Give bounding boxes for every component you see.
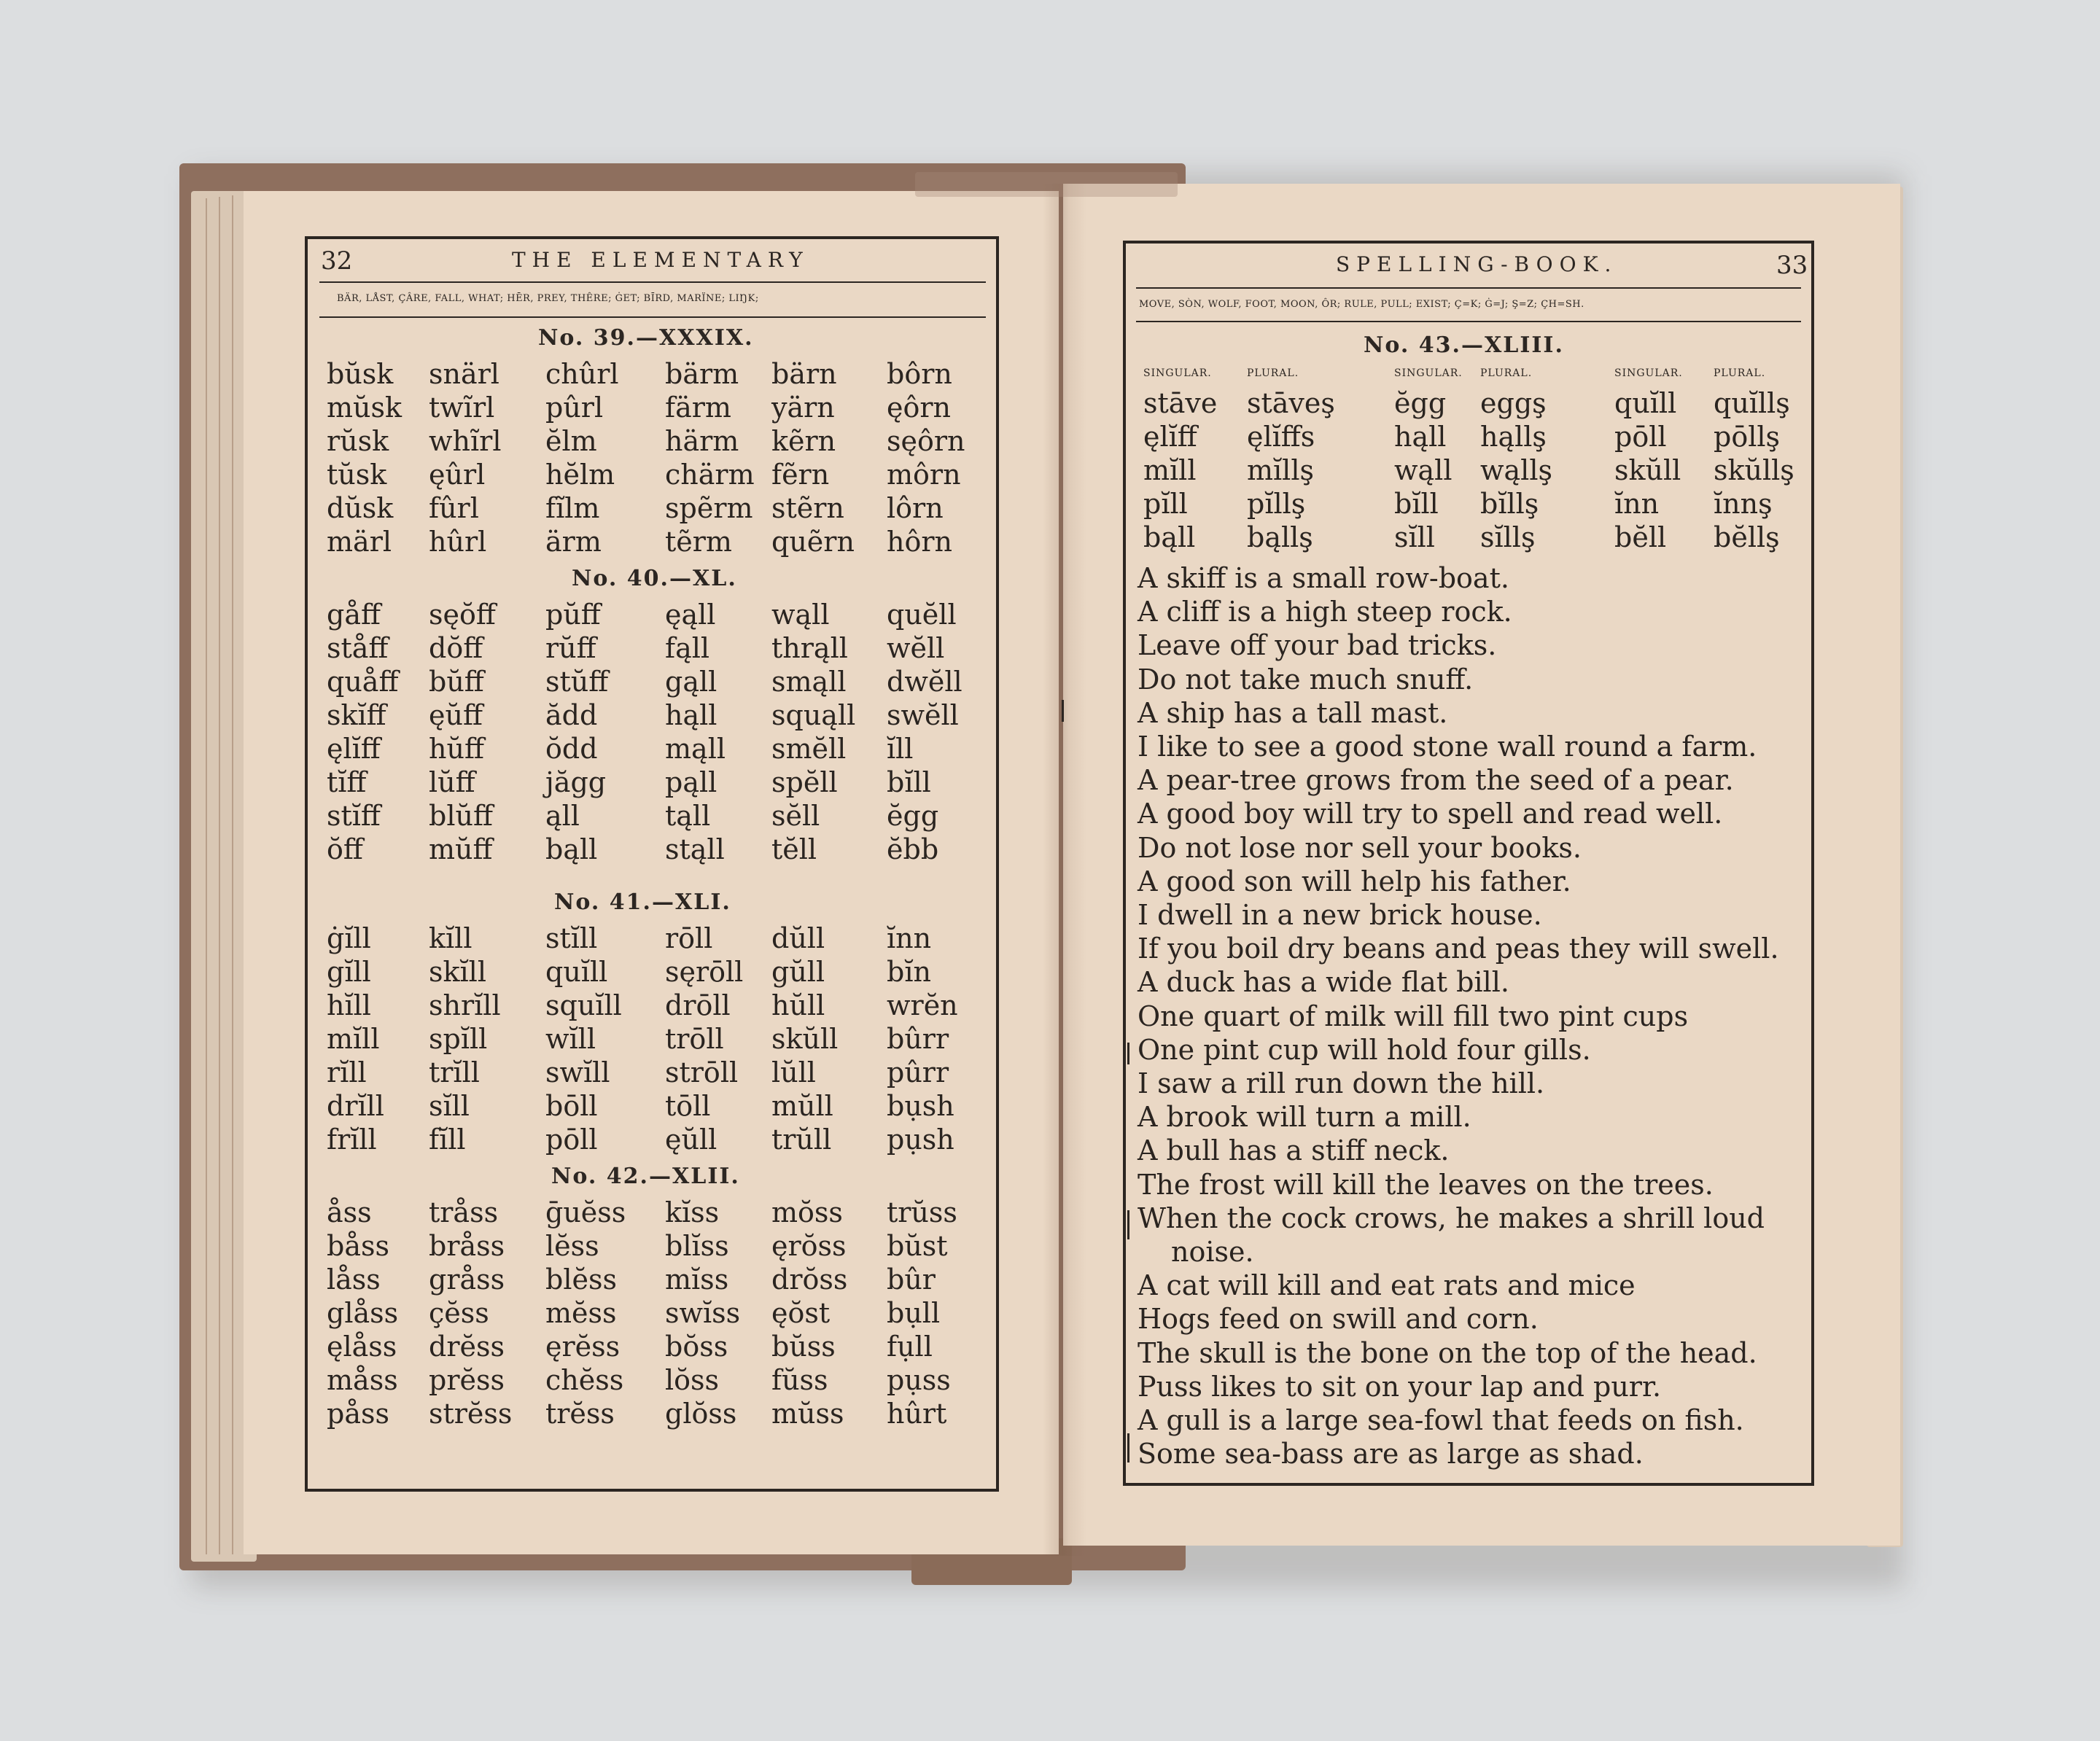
- spelling-word: swĭll: [545, 1056, 610, 1088]
- spelling-word: märl: [327, 526, 392, 558]
- sentence-line: I dwell in a new brick house.: [1138, 899, 1542, 931]
- spelling-word: quåff: [327, 666, 399, 698]
- plural-word: bĭll: [1394, 488, 1439, 520]
- margin-mark: [1127, 1433, 1129, 1462]
- sentence-line: Puss likes to sit on your lap and purr.: [1138, 1370, 1662, 1403]
- column-header: PLURAL.: [1480, 367, 1533, 379]
- spelling-word: glåss: [327, 1297, 399, 1329]
- sentence-line: When the cock crows, he makes a shrill loud: [1138, 1201, 1765, 1234]
- lesson-title: No. 43.—XLIII.: [1364, 332, 1564, 358]
- spelling-word: påss: [327, 1398, 389, 1430]
- lesson-title: No. 39.—XXXIX.: [538, 325, 754, 351]
- spelling-word: ęąll: [665, 599, 716, 631]
- spelling-word: skĭff: [327, 699, 386, 731]
- spelling-word: ęrŏss: [771, 1230, 847, 1262]
- sentence-line: A ship has a tall mast.: [1138, 696, 1448, 729]
- spelling-word: drŏss: [771, 1263, 848, 1296]
- spelling-word: ădd: [545, 699, 598, 731]
- sentence-line: Do not take much snuff.: [1138, 663, 1474, 696]
- spelling-word: yärn: [771, 392, 835, 424]
- plural-word: mĭllş: [1247, 454, 1314, 486]
- spelling-word: chärm: [665, 459, 755, 491]
- spelling-word: bĭn: [887, 956, 931, 988]
- spelling-word: strĕss: [429, 1398, 513, 1430]
- margin-mark: [1062, 700, 1064, 722]
- spelling-word: sĭll: [429, 1090, 470, 1122]
- spelling-word: lôrn: [887, 492, 944, 524]
- plural-word: sĭll: [1394, 521, 1435, 553]
- spelling-word: whĩrl: [429, 425, 502, 457]
- plural-word: bĕllş: [1714, 521, 1780, 553]
- spelling-word: dŭll: [771, 922, 825, 954]
- cover-wear: [915, 172, 1178, 197]
- spelling-word: rŭsk: [327, 425, 389, 457]
- spelling-word: ŏdd: [545, 733, 598, 765]
- spelling-word: fąll: [665, 632, 710, 664]
- spelling-word: dwĕll: [887, 666, 962, 698]
- spelling-word: ĭnn: [887, 922, 932, 954]
- spelling-word: ŏff: [327, 833, 363, 865]
- spelling-word: skĭll: [429, 956, 486, 988]
- spelling-word: gĭll: [327, 956, 371, 988]
- spelling-word: quĕll: [887, 599, 957, 631]
- spelling-word: färm: [665, 392, 731, 424]
- plural-word: bąll: [1143, 521, 1196, 553]
- spelling-word: hŭll: [771, 989, 825, 1021]
- plural-word: wąllş: [1480, 454, 1552, 486]
- sentence-line: A pear-tree grows from the seed of a pear.: [1138, 764, 1734, 797]
- plural-word: skŭll: [1614, 454, 1681, 486]
- spelling-word: fụll: [887, 1331, 933, 1363]
- spelling-word: blŭff: [429, 800, 493, 832]
- spelling-word: mĭll: [327, 1023, 380, 1055]
- column-header: SINGULAR.: [1614, 367, 1683, 379]
- spelling-word: bŭss: [771, 1331, 836, 1363]
- header-rule: [319, 281, 986, 283]
- spelling-word: stŭff: [545, 666, 609, 698]
- pronunciation-key: MOVE, SÒN, WOLF, FOOT, MOON, ÔR; RULE, PULL; EXIST; Ç=K; Ġ=J; Ş=Z; ÇH=SH.: [1139, 299, 1584, 310]
- plural-word: quĭllş: [1714, 387, 1790, 419]
- sentence-line: Hogs feed on swill and corn.: [1138, 1303, 1539, 1336]
- sentence-line: Some sea-bass are as large as shad.: [1138, 1438, 1644, 1471]
- running-head: THE ELEMENTARY: [512, 248, 809, 272]
- header-rule: [1136, 321, 1801, 322]
- plural-word: ĭnnş: [1714, 488, 1773, 520]
- spelling-word: hûrt: [887, 1398, 947, 1430]
- spelling-word: rĭll: [327, 1056, 367, 1088]
- sentence-line: A cliff is a high steep rock.: [1138, 596, 1512, 628]
- spelling-word: hĕlm: [545, 459, 615, 491]
- spelling-word: squĭll: [545, 989, 622, 1021]
- spelling-word: pûrl: [545, 392, 604, 424]
- spelling-word: mŏss: [771, 1196, 843, 1228]
- plural-word: bĭllş: [1480, 488, 1539, 520]
- spelling-word: spẽrm: [665, 492, 753, 524]
- sentence-line: A gull is a large sea-fowl that feeds on fish.: [1138, 1404, 1744, 1436]
- spelling-word: tẽrm: [665, 526, 732, 558]
- spelling-word: ĕbb: [887, 833, 939, 865]
- spelling-word: fẽrn: [771, 459, 830, 491]
- spelling-word: pōll: [545, 1123, 598, 1156]
- spelling-word: stĭll: [545, 922, 598, 954]
- plural-word: ęlĭff: [1143, 421, 1197, 453]
- sentence-line: Do not lose nor sell your books.: [1138, 831, 1582, 864]
- plural-word: ĕgg: [1394, 387, 1447, 419]
- spelling-word: bụll: [887, 1297, 941, 1329]
- margin-mark: [1127, 1210, 1129, 1239]
- spelling-word: fŭss: [771, 1364, 828, 1396]
- sentence-line: The skull is the bone on the top of the head.: [1138, 1336, 1757, 1369]
- page-number: 32: [321, 246, 353, 276]
- spelling-word: fûrl: [429, 492, 479, 524]
- spelling-word: bûr: [887, 1263, 936, 1296]
- spelling-word: hôrn: [887, 526, 952, 558]
- running-head: SPELLING-BOOK.: [1336, 252, 1618, 276]
- spelling-word: ståff: [327, 632, 389, 664]
- spelling-word: dŏff: [429, 632, 483, 664]
- spelling-word: bärn: [771, 358, 837, 390]
- spelling-word: ęŭll: [665, 1123, 718, 1156]
- spelling-word: fĭll: [429, 1123, 466, 1156]
- lesson-title: No. 40.—XL.: [572, 566, 737, 591]
- spelling-word: ġĭll: [327, 922, 371, 954]
- spelling-word: dŭsk: [327, 492, 394, 524]
- spelling-word: bŭff: [429, 666, 484, 698]
- spelling-word: låss: [327, 1263, 381, 1296]
- margin-mark: [1127, 1043, 1129, 1064]
- spelling-word: hĭll: [327, 989, 371, 1021]
- header-rule: [1136, 287, 1801, 289]
- plural-word: bĕll: [1614, 521, 1667, 553]
- spelling-word: glŏss: [665, 1398, 737, 1430]
- spelling-word: prĕss: [429, 1364, 505, 1396]
- page-edge-line: [219, 197, 220, 1554]
- spelling-word: blĭss: [665, 1230, 729, 1262]
- spelling-word: härm: [665, 425, 739, 457]
- spelling-word: hŭff: [429, 733, 484, 765]
- spelling-word: tąll: [665, 800, 711, 832]
- spelling-word: sĕll: [771, 800, 820, 832]
- sentence-line: A brook will turn a mill.: [1138, 1101, 1471, 1134]
- spelling-word: mĕss: [545, 1297, 617, 1329]
- spelling-word: drĕss: [429, 1331, 505, 1363]
- spelling-word: ęlĭff: [327, 733, 381, 765]
- lesson-title: No. 41.—XLI.: [554, 889, 731, 915]
- spelling-word: stẽrn: [771, 492, 844, 524]
- spelling-word: shrĭll: [429, 989, 501, 1021]
- spelling-word: wĕll: [887, 632, 945, 664]
- spelling-word: blĕss: [545, 1263, 617, 1296]
- spelling-word: strōll: [665, 1056, 739, 1088]
- spelling-word: lŭff: [429, 766, 475, 798]
- spelling-word: skŭll: [771, 1023, 839, 1055]
- spelling-word: tĭff: [327, 766, 367, 798]
- spelling-word: sęrōll: [665, 956, 744, 988]
- spelling-word: bŭst: [887, 1230, 948, 1262]
- plural-word: pōllş: [1714, 421, 1781, 453]
- spelling-word: drōll: [665, 989, 731, 1021]
- sentence-line: A good son will help his father.: [1138, 865, 1571, 897]
- spelling-word: mąll: [665, 733, 726, 765]
- spelling-word: trŭll: [771, 1123, 832, 1156]
- spelling-word: ąll: [545, 800, 580, 832]
- spelling-word: tŭsk: [327, 459, 387, 491]
- spelling-word: wąll: [771, 599, 830, 631]
- spelling-word: swĭss: [665, 1297, 741, 1329]
- spelling-word: drĭll: [327, 1090, 384, 1122]
- sentence-line: The frost will kill the leaves on the trees.: [1138, 1168, 1714, 1201]
- plural-word: wąll: [1394, 454, 1452, 486]
- sentence-line: A duck has a wide flat bill.: [1138, 966, 1509, 999]
- spelling-word: mŭsk: [327, 392, 402, 424]
- spelling-word: quĭll: [545, 956, 608, 988]
- spelling-word: ärm: [545, 526, 602, 558]
- spelling-word: bąll: [545, 833, 598, 865]
- sentence-line: One pint cup will hold four gills.: [1138, 1033, 1591, 1066]
- spelling-word: môrn: [887, 459, 961, 491]
- spelling-word: fĩlm: [545, 492, 600, 524]
- plural-word: quĭll: [1614, 387, 1677, 419]
- spelling-word: bråss: [429, 1230, 505, 1262]
- spelling-word: bôrn: [887, 358, 952, 390]
- spelling-word: jăgg: [545, 766, 607, 798]
- spelling-word: kĭll: [429, 922, 472, 954]
- spelling-word: sęŏff: [429, 599, 496, 631]
- spelling-word: lĕss: [545, 1230, 599, 1262]
- sentence-line: A cat will kill and eat rats and mice: [1138, 1269, 1636, 1302]
- sentence-line: One quart of milk will fill two pint cups: [1138, 1000, 1689, 1032]
- plural-word: hąllş: [1480, 421, 1547, 453]
- plural-word: bąllş: [1247, 521, 1313, 553]
- spelling-word: bŭsk: [327, 358, 394, 390]
- spelling-word: ĕgg: [887, 800, 939, 832]
- lesson-title: No. 42.—XLII.: [551, 1164, 740, 1189]
- plural-word: skŭllş: [1714, 454, 1794, 486]
- plural-word: hąll: [1394, 421, 1447, 453]
- spelling-word: snärl: [429, 358, 499, 390]
- spelling-word: bärm: [665, 358, 739, 390]
- spelling-word: bŏss: [665, 1331, 728, 1363]
- spelling-word: ęôrn: [887, 392, 952, 424]
- spelling-word: ĕlm: [545, 425, 597, 457]
- spelling-word: gŭll: [771, 956, 825, 988]
- sentence-line: I like to see a good stone wall round a farm.: [1138, 731, 1757, 763]
- spelling-word: wĭll: [545, 1023, 596, 1055]
- spelling-word: gåff: [327, 599, 381, 631]
- spelling-word: frĭll: [327, 1123, 377, 1156]
- plural-word: pĭllş: [1247, 488, 1306, 520]
- spelling-word: stĭff: [327, 800, 381, 832]
- spelling-word: mĭss: [665, 1263, 729, 1296]
- column-header: SINGULAR.: [1143, 367, 1212, 379]
- spelling-word: båss: [327, 1230, 389, 1262]
- spelling-word: trŭss: [887, 1196, 957, 1228]
- pronunciation-key: BÄR, LÅST, ÇÂRE, FALL, WHAT; HĒR, PREY, THÊRE; ĠET; BĪRD, MARÏNE; LIŊK;: [337, 293, 759, 304]
- plural-word: eggş: [1480, 387, 1547, 419]
- spelling-word: pŭff: [545, 599, 601, 631]
- spelling-word: mŭss: [771, 1398, 844, 1430]
- sentence-line: A bull has a stiff neck.: [1138, 1134, 1450, 1167]
- column-header: PLURAL.: [1247, 367, 1299, 379]
- plural-word: pĭll: [1143, 488, 1188, 520]
- spelling-word: bụsh: [887, 1090, 954, 1122]
- sentence-line: I saw a rill run down the hill.: [1138, 1067, 1545, 1099]
- spelling-word: rŭff: [545, 632, 596, 664]
- spelling-word: bĭll: [887, 766, 931, 798]
- spelling-word: sęôrn: [887, 425, 965, 457]
- spelling-word: måss: [327, 1364, 398, 1396]
- book-gutter: [1043, 184, 1086, 1556]
- sentence-line: Leave off your bad tricks.: [1138, 629, 1497, 662]
- spelling-word: spĭll: [429, 1023, 488, 1055]
- plural-word: ĭnn: [1614, 488, 1660, 520]
- spelling-word: mŭll: [771, 1090, 833, 1122]
- sentence-line: noise.: [1171, 1236, 1254, 1268]
- spelling-word: ḡuĕss: [545, 1196, 626, 1228]
- spelling-word: hûrl: [429, 526, 487, 558]
- page-edge-line: [232, 195, 233, 1554]
- spelling-word: tråss: [429, 1196, 499, 1228]
- spelling-word: bōll: [545, 1090, 598, 1122]
- sentence-line: If you boil dry beans and peas they will swell.: [1138, 932, 1779, 965]
- page-edge-line: [206, 198, 207, 1554]
- spelling-word: mŭff: [429, 833, 493, 865]
- spelling-word: trōll: [665, 1023, 724, 1055]
- spelling-word: gąll: [665, 666, 718, 698]
- sentence-line: A skiff is a small row-boat.: [1138, 562, 1509, 594]
- plural-word: sĭllş: [1480, 521, 1536, 553]
- column-header: PLURAL.: [1714, 367, 1766, 379]
- spelling-word: ĭll: [887, 733, 914, 765]
- column-header: SINGULAR.: [1394, 367, 1463, 379]
- plural-word: stāveş: [1247, 387, 1335, 419]
- spelling-word: stąll: [665, 833, 725, 865]
- spelling-word: gråss: [429, 1263, 505, 1296]
- spelling-word: squąll: [771, 699, 856, 731]
- spelling-word: bûrr: [887, 1023, 949, 1055]
- spelling-word: pąll: [665, 766, 718, 798]
- spelling-word: rōll: [665, 922, 713, 954]
- spelling-word: spĕll: [771, 766, 838, 798]
- spelling-word: lŏss: [665, 1364, 720, 1396]
- plural-word: ęlĭffs: [1247, 421, 1315, 453]
- spelling-word: chûrl: [545, 358, 619, 390]
- spelling-word: chĕss: [545, 1364, 624, 1396]
- spelling-word: ęrĕss: [545, 1331, 621, 1363]
- spelling-word: ęûrl: [429, 459, 486, 491]
- spelling-word: smąll: [771, 666, 847, 698]
- spelling-word: wrĕn: [887, 989, 958, 1021]
- spelling-word: åss: [327, 1196, 372, 1228]
- plural-word: stāve: [1143, 387, 1218, 419]
- spelling-word: trĕss: [545, 1398, 615, 1430]
- spelling-word: quẽrn: [771, 526, 855, 558]
- spelling-word: pụsh: [887, 1123, 954, 1156]
- spelling-word: ęlåss: [327, 1331, 397, 1363]
- spelling-word: ęŏst: [771, 1297, 831, 1329]
- spelling-word: ęŭff: [429, 699, 483, 731]
- spelling-word: trĭll: [429, 1056, 480, 1088]
- spelling-word: kĭss: [665, 1196, 720, 1228]
- header-rule: [319, 316, 986, 318]
- spelling-word: tōll: [665, 1090, 711, 1122]
- spelling-word: tĕll: [771, 833, 817, 865]
- spelling-word: kẽrn: [771, 425, 836, 457]
- spelling-word: twĩrl: [429, 392, 495, 424]
- spelling-word: lŭll: [771, 1056, 816, 1088]
- page-number: 33: [1776, 251, 1808, 280]
- plural-word: mĭll: [1143, 454, 1197, 486]
- spelling-word: hąll: [665, 699, 718, 731]
- spelling-word: çĕss: [429, 1297, 489, 1329]
- spelling-word: thrąll: [771, 632, 848, 664]
- spelling-word: pụss: [887, 1364, 951, 1396]
- spelling-word: pûrr: [887, 1056, 949, 1088]
- sentence-line: A good boy will try to spell and read well.: [1138, 798, 1723, 830]
- spelling-word: swĕll: [887, 699, 959, 731]
- spelling-word: smĕll: [771, 733, 847, 765]
- plural-word: pōll: [1614, 421, 1667, 453]
